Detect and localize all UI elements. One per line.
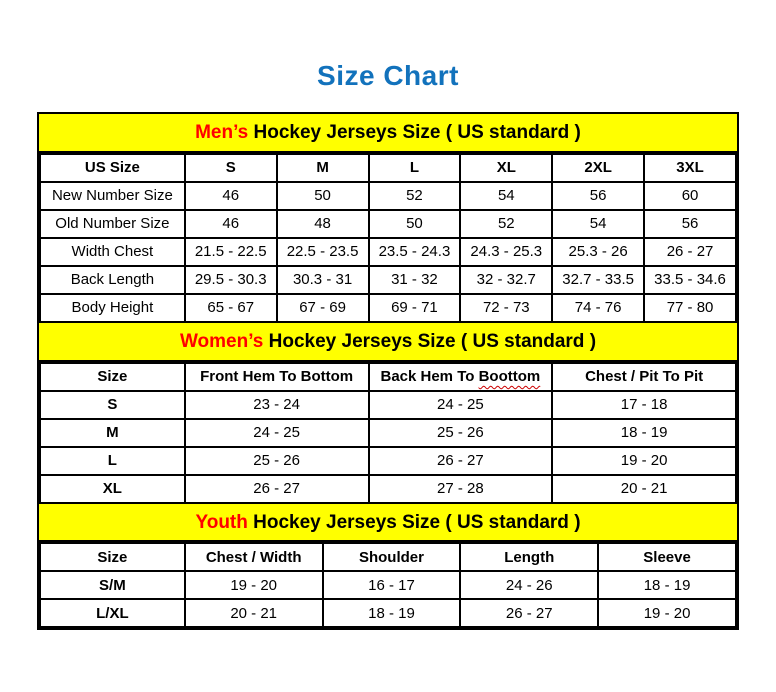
table-row: [40, 599, 736, 627]
size-cell: 32 - 32.7: [460, 266, 552, 294]
size-cell: 20 - 21: [552, 475, 736, 503]
size-cell: 46: [185, 210, 277, 238]
row-label: S/M: [40, 571, 185, 599]
youth-heading-rest: Hockey Jerseys Size ( US standard ): [247, 511, 581, 533]
size-cell: 16 - 17: [323, 571, 461, 599]
size-cell: 52: [369, 182, 461, 210]
row-label: Width Chest: [40, 238, 185, 266]
youth-heading-highlight: Youth: [195, 511, 248, 533]
misspelled-word: Boottom: [478, 368, 541, 385]
table-row: [40, 238, 736, 266]
size-cell: 18 - 19: [598, 571, 736, 599]
size-cell: 32.7 - 33.5: [552, 266, 644, 294]
table-row: [40, 571, 736, 599]
column-header: Chest / Width: [185, 543, 323, 571]
size-cell: 23 - 24: [185, 391, 369, 419]
size-cell: 50: [277, 182, 369, 210]
table-row: [40, 447, 736, 475]
size-chart-container: [37, 112, 739, 630]
size-cell: 19 - 20: [552, 447, 736, 475]
column-header: Shoulder: [323, 543, 461, 571]
row-label: New Number Size: [40, 182, 185, 210]
column-header: 3XL: [644, 154, 736, 182]
page-title: Size Chart: [317, 60, 459, 91]
table-row: [40, 475, 736, 503]
size-cell: 31 - 32: [369, 266, 461, 294]
size-cell: 33.5 - 34.6: [644, 266, 736, 294]
column-header: Sleeve: [598, 543, 736, 571]
column-header: Back Hem To Boottom: [369, 363, 553, 391]
youth-header-row: [40, 543, 736, 571]
size-cell: 56: [644, 210, 736, 238]
size-cell: 26 - 27: [644, 238, 736, 266]
size-cell: 27 - 28: [369, 475, 553, 503]
mens-section-heading: [39, 114, 737, 153]
column-header: XL: [460, 154, 552, 182]
size-cell: 24 - 25: [185, 419, 369, 447]
size-cell: 26 - 27: [185, 475, 369, 503]
womens-heading-highlight: Women’s: [179, 330, 264, 352]
table-row: [40, 294, 736, 322]
column-header: Front Hem To Bottom: [185, 363, 369, 391]
row-label: Back Length: [40, 266, 185, 294]
table-row: [40, 391, 736, 419]
size-cell: 54: [552, 210, 644, 238]
column-header: Size: [40, 363, 185, 391]
size-cell: 54: [460, 182, 552, 210]
size-cell: 24 - 26: [460, 571, 598, 599]
column-header: Chest / Pit To Pit: [552, 363, 736, 391]
size-cell: 18 - 19: [323, 599, 461, 627]
size-cell: 20 - 21: [185, 599, 323, 627]
size-cell: 65 - 67: [185, 294, 277, 322]
size-cell: 25 - 26: [185, 447, 369, 475]
mens-size-table: [39, 153, 737, 323]
column-header: 2XL: [552, 154, 644, 182]
row-label: Body Height: [40, 294, 185, 322]
size-cell: 48: [277, 210, 369, 238]
size-cell: 26 - 27: [460, 599, 598, 627]
womens-header-row: [40, 363, 736, 391]
table-row: [40, 182, 736, 210]
column-header: L: [369, 154, 461, 182]
size-cell: 17 - 18: [552, 391, 736, 419]
mens-heading-rest: Hockey Jerseys Size ( US standard ): [248, 122, 581, 143]
column-header: Size: [40, 543, 185, 571]
size-cell: 72 - 73: [460, 294, 552, 322]
size-cell: 21.5 - 22.5: [185, 238, 277, 266]
size-cell: 24 - 25: [369, 391, 553, 419]
size-cell: 69 - 71: [369, 294, 461, 322]
womens-section-heading: [39, 323, 737, 362]
column-header: Length: [460, 543, 598, 571]
table-row: [40, 266, 736, 294]
size-cell: 25 - 26: [369, 419, 553, 447]
mens-header-row: [40, 154, 736, 182]
size-cell: 29.5 - 30.3: [185, 266, 277, 294]
size-cell: 19 - 20: [185, 571, 323, 599]
size-cell: 26 - 27: [369, 447, 553, 475]
size-cell: 74 - 76: [552, 294, 644, 322]
size-cell: 77 - 80: [644, 294, 736, 322]
size-cell: 19 - 20: [598, 599, 736, 627]
size-cell: 50: [369, 210, 461, 238]
mens-heading-highlight: Men’s: [195, 122, 249, 143]
youth-section-heading: [39, 504, 737, 543]
size-cell: 18 - 19: [552, 419, 736, 447]
row-label: L/XL: [40, 599, 185, 627]
column-header: M: [277, 154, 369, 182]
size-cell: 30.3 - 31: [277, 266, 369, 294]
size-cell: 67 - 69: [277, 294, 369, 322]
row-label: L: [40, 447, 185, 475]
youth-section: [39, 504, 737, 629]
column-header: US Size: [40, 154, 185, 182]
row-label: Old Number Size: [40, 210, 185, 238]
table-row: [40, 210, 736, 238]
size-cell: 24.3 - 25.3: [460, 238, 552, 266]
size-cell: 22.5 - 23.5: [277, 238, 369, 266]
row-label: M: [40, 419, 185, 447]
size-cell: 60: [644, 182, 736, 210]
size-cell: 52: [460, 210, 552, 238]
table-row: [40, 419, 736, 447]
womens-size-table: [39, 362, 737, 504]
row-label: XL: [40, 475, 185, 503]
mens-section: [39, 114, 737, 323]
size-cell: 46: [185, 182, 277, 210]
size-cell: 25.3 - 26: [552, 238, 644, 266]
youth-size-table: [39, 542, 737, 628]
size-cell: 56: [552, 182, 644, 210]
column-header: S: [185, 154, 277, 182]
size-cell: 23.5 - 24.3: [369, 238, 461, 266]
womens-heading-rest: Hockey Jerseys Size ( US standard ): [263, 330, 597, 352]
womens-section: [39, 323, 737, 504]
row-label: S: [40, 391, 185, 419]
